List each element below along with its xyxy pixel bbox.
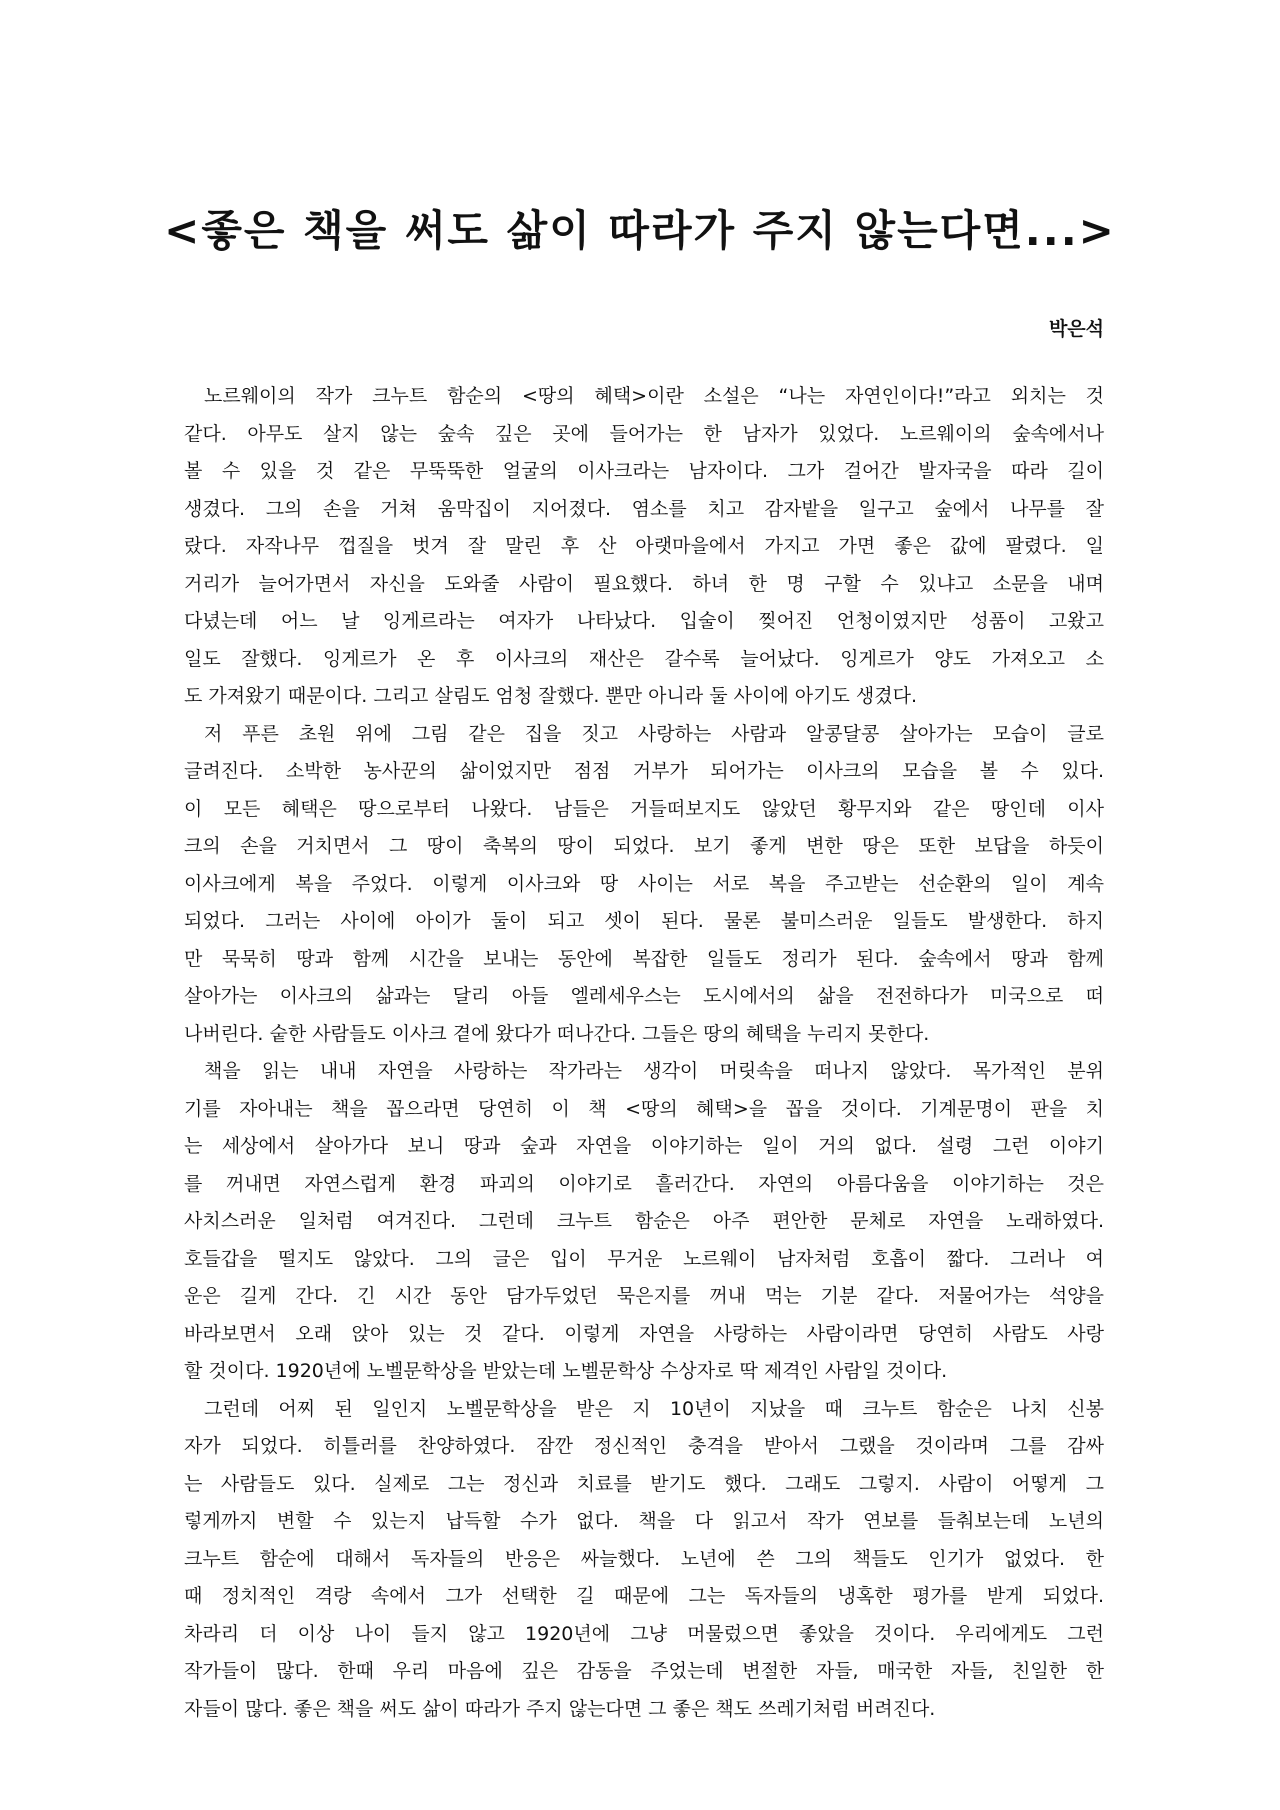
paragraph-line: 는 세상에서 살아가다 보니 땅과 숲과 자연을 이야기하는 일이 거의 없다. 설령 그런 이야기 <box>184 1135 1104 1157</box>
paragraph-line: 글려진다. 소박한 농사꾼의 삶이었지만 점점 거부가 되어가는 이사크의 모습을 볼 수 있다. <box>184 760 1104 782</box>
paragraph-line: 작가들이 많다. 한때 우리 마음에 깊은 감동을 주었는데 변절한 자들, 매국한 자들, 친일한 한 <box>184 1660 1104 1682</box>
paragraph-line: 거리가 늘어가면서 자신을 도와줄 사람이 필요했다. 하녀 한 명 구할 수 있냐고 소문을 내며 <box>184 572 1104 595</box>
paragraph-line: 되었다. 그러는 사이에 아이가 둘이 되고 셋이 된다. 물론 불미스러운 일들도 발생한다. 하지 <box>184 910 1104 932</box>
paragraph <box>184 1053 1104 1391</box>
paragraph-line: 생겼다. 그의 손을 거쳐 움막집이 지어졌다. 염소를 치고 감자밭을 일구고 숲에서 나무를 잘 <box>184 497 1104 520</box>
paragraph-line: 다녔는데 어느 날 잉게르라는 여자가 나타났다. 입술이 찢어진 언청이였지만 성품이 고왔고 <box>184 610 1104 632</box>
paragraph-line: 자들이 많다. 좋은 책을 써도 삶이 따라가 주지 않는다면 그 좋은 책도 쓰레기처럼 버려진다. <box>184 1697 936 1720</box>
paragraph <box>184 1391 1104 1729</box>
paragraph-line: 이 모든 혜택은 땅으로부터 나왔다. 남들은 거들떠보지도 않았던 황무지와 같은 땅인데 이사 <box>184 797 1104 820</box>
paragraph-line: 나버린다. 숱한 사람들도 이사크 곁에 왔다가 떠나간다. 그들은 땅의 혜택을 누리지 못한다. <box>184 1022 930 1045</box>
paragraph-line: 자가 되었다. 히틀러를 찬양하였다. 잠깐 정신적인 충격을 받아서 그랬을 것이라며 그를 감싸 <box>184 1435 1104 1457</box>
paragraph-line: 살아가는 이사크의 삶과는 달리 아들 엘레세우스는 도시에서의 삶을 전전하다가 미국으로 떠 <box>184 985 1104 1007</box>
paragraph-line: 때 정치적인 격랑 속에서 그가 선택한 길 때문에 그는 독자들의 냉혹한 평가를 받게 되었다. <box>184 1585 1104 1607</box>
paragraph-line: 만 묵묵히 땅과 함께 시간을 보내는 동안에 복잡한 일들도 정리가 된다. 숲속에서 땅과 함께 <box>184 947 1104 970</box>
document-body <box>184 378 1104 1728</box>
paragraph <box>184 378 1104 716</box>
paragraph-line: 사치스러운 일처럼 여겨진다. 그런데 크누트 함순은 아주 편안한 문체로 자연을 노래하였다. <box>184 1210 1104 1232</box>
paragraph-line: 는 사람들도 있다. 실제로 그는 정신과 치료를 받기도 했다. 그래도 그렇지. 사람이 어떻게 그 <box>184 1472 1104 1495</box>
paragraph-line: 크의 손을 거치면서 그 땅이 축복의 땅이 되었다. 보기 좋게 변한 땅은 또한 보답을 하듯이 <box>184 835 1104 857</box>
paragraph-line: 이사크에게 복을 주었다. 이렇게 이사크와 땅 사이는 서로 복을 주고받는 선순환의 일이 계속 <box>184 872 1104 895</box>
paragraph-line: 노르웨이의 작가 크누트 함순의 <땅의 혜택>이란 소설은 “나는 자연인이다!”라고 외치는 것 <box>204 385 1104 407</box>
paragraph-line: 운은 길게 간다. 긴 시간 동안 담가두었던 묵은지를 꺼내 먹는 기분 같다. 저물어가는 석양을 <box>184 1285 1104 1307</box>
paragraph-line: 호들갑을 떨지도 않았다. 그의 글은 입이 무거운 노르웨이 남자처럼 호흡이 짧다. 그러나 여 <box>184 1247 1104 1270</box>
paragraph-line: 기를 자아내는 책을 꼽으라면 당연히 이 책 <땅의 혜택>을 꼽을 것이다. 기계문명이 판을 치 <box>184 1097 1104 1120</box>
paragraph <box>184 716 1104 1054</box>
paragraph-line: 크누트 함순에 대해서 독자들의 반응은 싸늘했다. 노년에 쓴 그의 책들도 인기가 없었다. 한 <box>184 1547 1104 1570</box>
paragraph-line: 랐다. 자작나무 껍질을 벗겨 잘 말린 후 산 아랫마을에서 가지고 가면 좋은 값에 팔렸다. 일 <box>184 535 1104 557</box>
paragraph-line: 일도 잘했다. 잉게르가 온 후 이사크의 재산은 갈수록 늘어났다. 잉게르가 양도 가져오고 소 <box>184 647 1104 670</box>
paragraph-line: 바라보면서 오래 앉아 있는 것 같다. 이렇게 자연을 사랑하는 사람이라면 당연히 사람도 사랑 <box>184 1322 1104 1345</box>
paragraph-line: 를 꺼내면 자연스럽게 환경 파괴의 이야기로 흘러간다. 자연의 아름다움을 이야기하는 것은 <box>184 1172 1104 1195</box>
paragraph-line: 같다. 아무도 살지 않는 숲속 깊은 곳에 들어가는 한 남자가 있었다. 노르웨이의 숲속에서나 <box>184 422 1104 445</box>
paragraph-line: 차라리 더 이상 나이 들지 않고 1920년에 그냥 머물렀으면 좋았을 것이다. 우리에게도 그런 <box>184 1622 1104 1645</box>
paragraph-line: 책을 읽는 내내 자연을 사랑하는 작가라는 생각이 머릿속을 떠나지 않았다. 목가적인 분위 <box>204 1060 1104 1082</box>
paragraph-line: 그런데 어찌 된 일인지 노벨문학상을 받은 지 10년이 지났을 때 크누트 함순은 나치 신봉 <box>204 1397 1104 1420</box>
paragraph-line: 할 것이다. 1920년에 노벨문학상을 받았는데 노벨문학상 수상자로 딱 제격인 사람일 것이다. <box>184 1360 948 1382</box>
document-title: <좋은 책을 써도 삶이 따라가 주지 않는다면...> <box>164 206 1116 255</box>
paragraph-line: 저 푸른 초원 위에 그림 같은 집을 짓고 사랑하는 사람과 알콩달콩 살아가는 모습이 글로 <box>204 722 1104 745</box>
author-name: 박은석 <box>1048 318 1104 340</box>
paragraph-line: 볼 수 있을 것 같은 무뚝뚝한 얼굴의 이사크라는 남자이다. 그가 걸어간 발자국을 따라 길이 <box>184 460 1104 482</box>
paragraph-line: 렇게까지 변할 수 있는지 납득할 수가 없다. 책을 다 읽고서 작가 연보를 들춰보는데 노년의 <box>184 1510 1104 1532</box>
paragraph-line: 도 가져왔기 때문이다. 그리고 살림도 엄청 잘했다. 뿐만 아니라 둘 사이에 아기도 생겼다. <box>184 685 917 707</box>
